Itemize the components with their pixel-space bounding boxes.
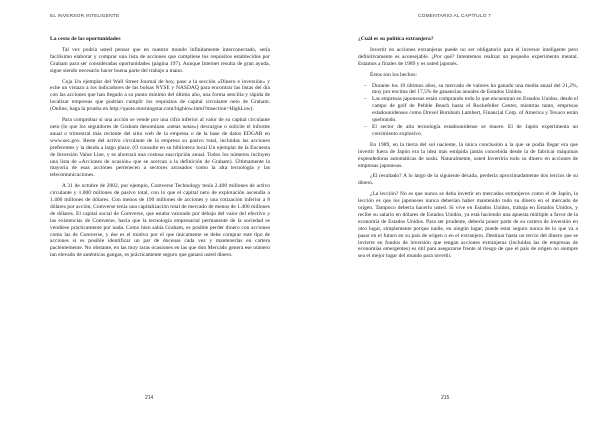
left-paragraph: Tal vez podría usted pensar que en nuestro mundo infinitamente interconectado, sería facilísimo elaborar y comprar una lista de acciones que cumpliese los requisitos establecidos por Graham para ser consideradas oportunidades (página 197). Aunque Internet resulta de gran ayuda, sigue siendo necesario hacer buena parte del trabajo a mano. [50,46,270,74]
right-paragraph-lead-in: Éstos son los hechos: [370,71,417,78]
facts-list-item: – El sector de alta tecnología estadounidense se muere. El de Japón experimenta un crecimiento explosivo. [372,124,578,138]
right-page [300,0,600,424]
right-paragraph: ¿El resultado? A lo largo de la siguiente década, perdería aproximadamente dos tercios de su dinero. [358,173,578,187]
facts-list-item: – Las empresas japonesas están comprando todo lo que encuentran en Estados Unidos, desde el campo de golf de Pebble Beach hasta el Rockefeller Center, mientras tanto, empresas estadounidenses como Drexel Burnham Lambert, Financial Corp. of America y Texaco están quebrando. [372,96,578,124]
left-text-block [50,36,270,263]
left-paragraph: A 31 de octubre de 2002, por ejemplo, Comverse Technology tenía 2.400 millones de activo circulante y 1.000 millones de pasivo total, con lo que el capital neto de explotación ascendía a 1.400 millones de dólares. Con menos de 190 millones de acciones y una cotización inferior a 8 dólares por acción, Comverse tenía una capitalización total de mercado de menos de 1.400 millones de dólares. El capital social de Comverse, que estaba valorado por debajo del valor del efectivo y las existencias de Comverse, hacía que la tecnología empresarial permanente de la sociedad se vendiese prácticamente por nada. Como bien sabía Graham, es posible perder dinero con acciones como las de Comverse, y ése es el motivo por el que únicamente se debe comprar este tipo de acciones si es posible identificar un par de docenas cada vez y mantenerlas en cartera pacientemente. No obstante, en las muy raras ocasiones en las que don Mercado genera ese número tan elevado de auténticas gangas, es prácticamente seguro que ganará usted dinero. [50,183,270,259]
facts-list-item: – Durante los 10 últimos años, su mercado de valores ha ganado una media anual del 21,2%, muy por encima del 17,5% de ganancias anuales de Estados Unidos. [372,83,578,97]
left-section-heading: La cesta de las oportunidades [50,36,121,42]
right-section-heading: ¿Cuál es su política extranjera? [358,36,434,42]
right-text-block [358,36,578,264]
left-running-head: EL INVERSOR INTELIGENTE [50,14,120,19]
left-paragraph: Coja Un ejemplar del Wall Street Journal de hoy, pase a la sección «Dinero e inversión» y eche un vistazo a los indicadores de las bolsas NYSE y NASDAQ para encontrar las listas del día con las acciones que han llegado a su punto mínimo del último año, una forma sencilla y rápida de localizar empresas que podrían cumplir los requisitos de capital circulante neto de Graham. (Online, haga la prueba en http://quote.morningstar.com/highlow.html?msection=HighLow). [50,78,270,113]
left-paragraph: Para comprobar si una acción se vende por una cifra inferior al valor de su capital circulante neto (lo que los seguidores de Graham denominan «netas netas») descargue o solicite el informe anual o trimestral más reciente del sitio web de la empresa o de la base de datos EDGAR en www.sec.gov. Reste del activo circulante de la empresa su pasivo total, incluidas las acciones preferentes y la deuda a largo plazo. (O consulte en su biblioteca local Un ejemplar de la Encuesta de Inversión Value Line, y se ahorrará una costosa suscripción anual. Todos los números incluyen una lista de «Acciones de ocasión» que se acercan a la definición de Graham). Últimamente la mayoría de esas acciones pertenecen a sectores arrasados como la alta tecnología y las telecomunicaciones. [50,117,270,179]
right-paragraph: ¿La lección? No es que nunca se deba invertir en mercados extranjeros como el de Japón, la lección es que los japoneses nunca deberían haber mantenido todo su dinero en el mercado de origen. Tampoco debería hacerlo usted. Si vive en Estados Unidos, trabaja en Estados Unidos, y recibe su salario en dólares de Estados Unidos, ya está haciendo una apuesta múltiple a favor de la economía de Estados Unidos. Para ser prudente, debería poner parte de su cartera de inversión en otro lugar, simplemente porque nadie, en ningún lugar, puede estar seguro nunca de lo que va a pasar en el futuro en su país de origen o en el extranjero. Destinar hasta un tercio del dinero que se invierte en fondos de inversión que tengan acciones extranjeras (incluidas las de empresas de economías emergentes) es útil para asegurarse frente al riesgo de que el país de origen no siempre sea el mejor lugar del mundo para invertir. [358,191,578,260]
facts-list [358,83,578,138]
left-page-number: 214 [145,395,154,401]
right-running-head: COMENTARIO AL CAPÍTULO 7 [418,14,492,19]
right-paragraph: En 1989, en la tierra del sol naciente, la única conclusión a la que se podía llegar era que invertir fuera de Japón era la idea más estúpida jamás concebida desde la de fabricar máquinas expendedoras automáticas de sushi. Naturalmente, usted Invertiría todo su dinero en acciones de empresas japonesas. [358,141,578,169]
right-paragraph-intro: Invertir en acciones extranjeras puede no ser obligatorio para el inversor inteligente pero definitivamente es aconsejable. ¿Por qué? Intentemos realizar un pequeño experimento mental. Estamos a finales de 1989 y es usted japonés. [358,46,578,67]
right-page-number: 215 [441,395,450,401]
